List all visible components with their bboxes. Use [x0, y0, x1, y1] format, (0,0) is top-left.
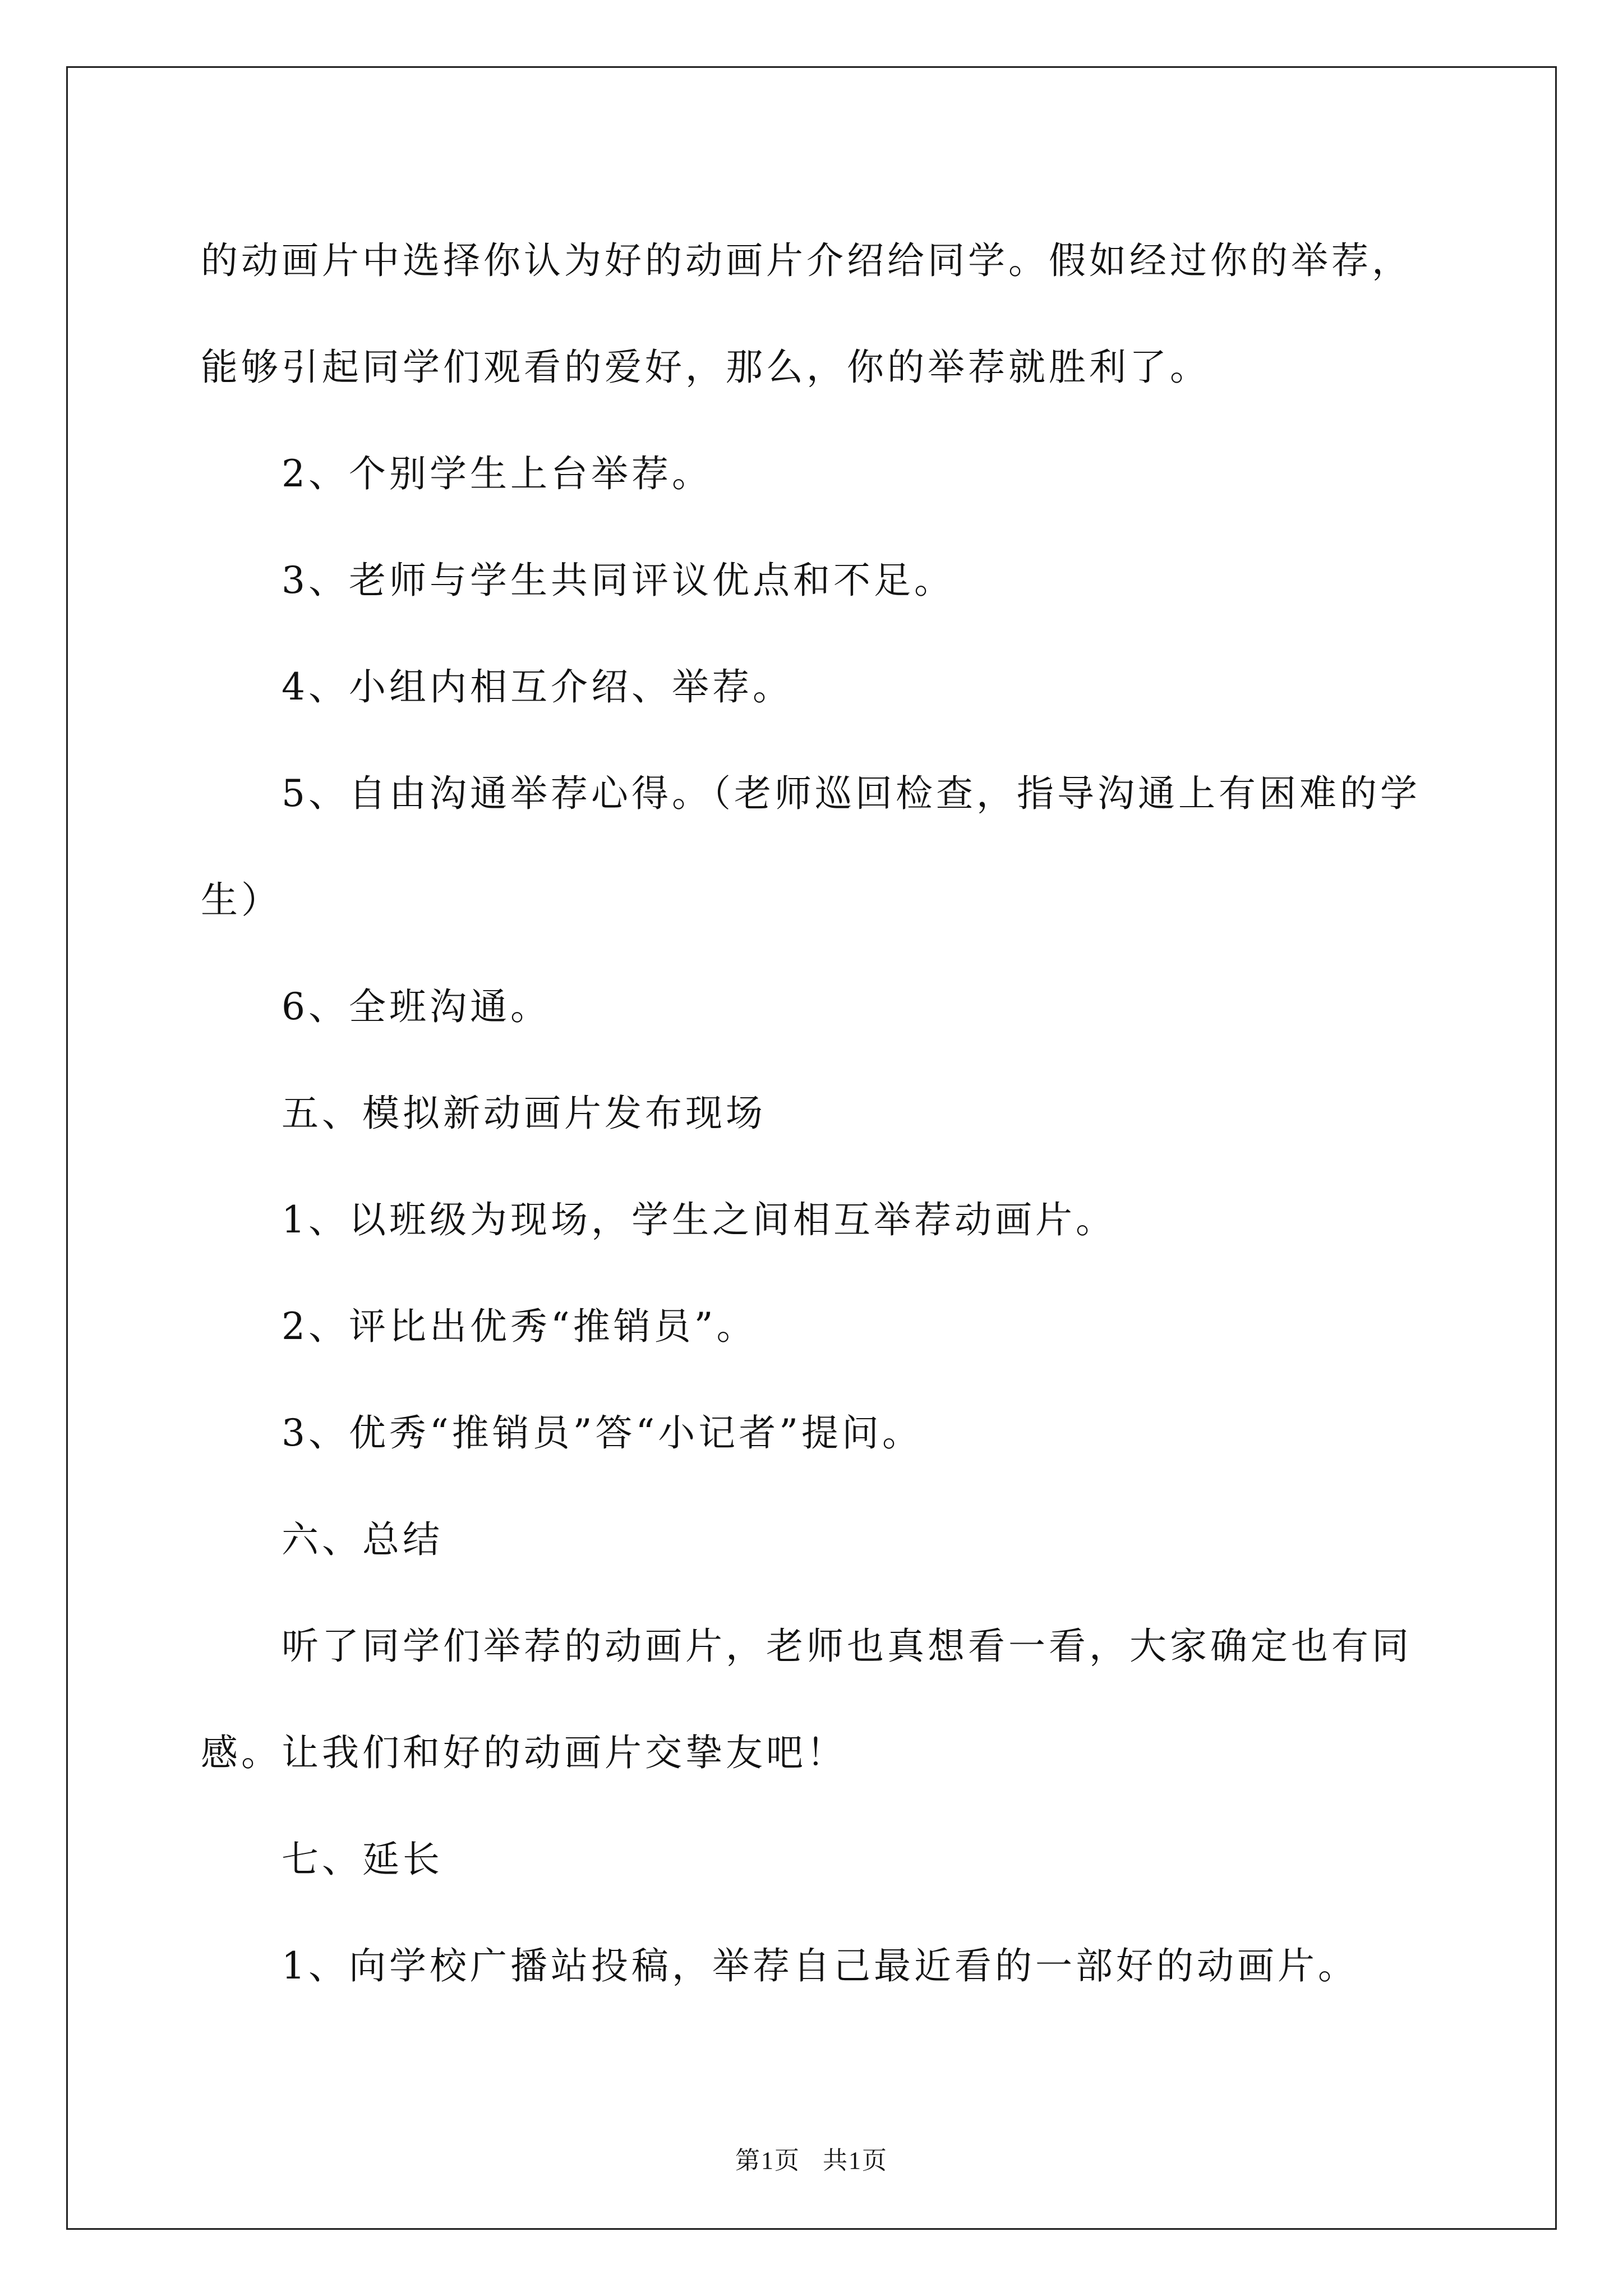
- list-item: [201, 527, 1435, 634]
- text-line: 3、优秀“推销员”答“小记者”提问。: [282, 1411, 923, 1455]
- list-item: [201, 740, 1435, 954]
- text-line: 六、总结: [282, 1518, 443, 1561]
- text-line: 5、自由沟通举荐心得。（老师巡回检查，指导沟通上有困难的学: [282, 772, 1421, 815]
- text-line: 生）: [201, 878, 282, 922]
- text-line: 的动画片中选择你认为好的动画片介绍给同学。假如经过你的举荐，: [201, 239, 1412, 282]
- text-line: 五、模拟新动画片发布现场: [282, 1092, 766, 1135]
- text-line: 2、评比出优秀“推销员”。: [282, 1305, 757, 1348]
- paragraph: [201, 208, 1435, 421]
- list-item: [201, 1167, 1435, 1273]
- list-item: [201, 1273, 1435, 1380]
- page-number-total: 共1页: [823, 2147, 888, 2174]
- text-line: 听了同学们举荐的动画片，老师也真想看一看，大家确定也有同: [282, 1625, 1412, 1668]
- list-item: [201, 634, 1435, 740]
- text-line: 4、小组内相互介绍、举荐。: [282, 665, 793, 708]
- text-line: 6、全班沟通。: [282, 985, 551, 1028]
- text-line: 3、老师与学生共同评议优点和不足。: [282, 559, 955, 602]
- paragraph: [201, 1593, 1435, 1806]
- text-line: 1、以班级为现场，学生之间相互举荐动画片。: [282, 1198, 1116, 1241]
- section-heading: [201, 1060, 1435, 1167]
- document-body: [201, 208, 1435, 2019]
- section-heading: [201, 1487, 1435, 1593]
- list-item: [201, 954, 1435, 1060]
- page-footer: [0, 2140, 1623, 2176]
- list-item: [201, 421, 1435, 527]
- text-line: 能够引起同学们观看的爱好，那么，你的举荐就胜利了。: [201, 346, 1210, 389]
- text-line: 七、延长: [282, 1838, 443, 1881]
- section-heading: [201, 1806, 1435, 1913]
- list-item: [201, 1913, 1435, 2019]
- text-line: 1、向学校广播站投稿，举荐自己最近看的一部好的动画片。: [282, 1944, 1358, 1987]
- text-line: 感。让我们和好的动画片交挚友吧！: [201, 1731, 847, 1774]
- page-number-current: 第1页: [735, 2147, 800, 2174]
- list-item: [201, 1380, 1435, 1487]
- text-line: 2、个别学生上台举荐。: [282, 452, 712, 495]
